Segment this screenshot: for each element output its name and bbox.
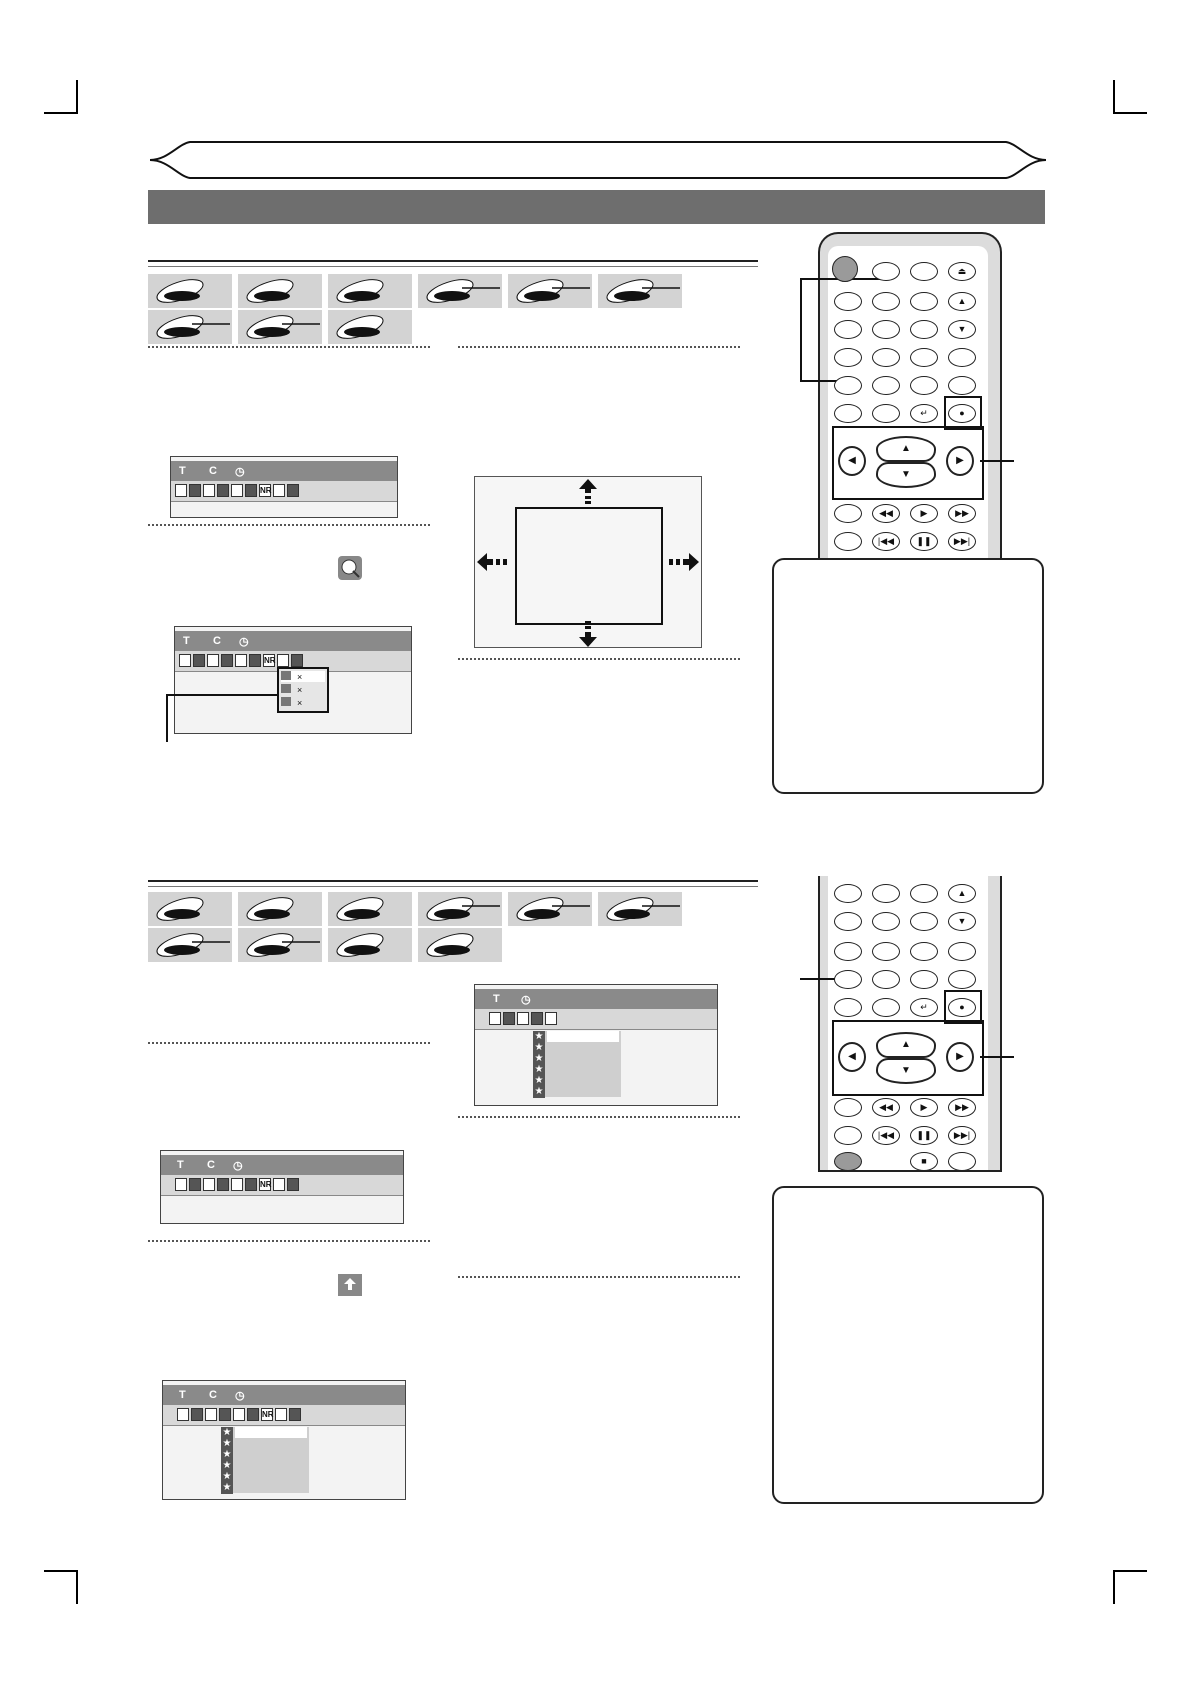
right-arrow-icon: ▶ <box>956 455 964 466</box>
left-arrow-icon: ◀ <box>848 1051 856 1062</box>
marker-star-icon[interactable]: ★ <box>222 1471 232 1482</box>
noise-reduction-icon: NR <box>260 486 272 495</box>
osd-status-bar <box>163 1385 405 1405</box>
clock-icon: ◷ <box>521 994 531 1006</box>
play-button[interactable] <box>910 504 938 523</box>
noise-reduction-icon: NR <box>260 1180 272 1189</box>
zoom-icon <box>175 484 187 497</box>
zoom-icon <box>179 654 191 667</box>
marker-star-icon[interactable]: ★ <box>222 1438 232 1449</box>
callout-line <box>800 278 802 382</box>
step-divider <box>458 1116 740 1118</box>
skip-back-icon: |◀◀ <box>877 1130 895 1140</box>
marker-star-icon[interactable]: ★ <box>222 1482 232 1493</box>
osd-chapter-label: C <box>213 635 221 647</box>
remote-button[interactable] <box>872 884 900 903</box>
marker-list-selected[interactable] <box>235 1427 307 1438</box>
crop-mark-top-left-v <box>76 80 78 114</box>
crop-mark-bottom-left-v <box>76 1570 78 1604</box>
subtitle-icon <box>207 654 219 667</box>
arrow-down-icon <box>579 621 597 647</box>
osd-icon-row <box>161 1175 403 1196</box>
section-header-bar <box>148 190 1045 224</box>
remote-button[interactable] <box>910 292 938 311</box>
marker-star-icon[interactable]: ★ <box>222 1460 232 1471</box>
zoom-pan-diagram <box>474 476 702 648</box>
virtual-surround-icon <box>287 484 299 497</box>
marker-osd-screen-list <box>162 1380 406 1500</box>
marker-star-icon[interactable]: ★ <box>534 1031 544 1042</box>
remote-button[interactable] <box>834 348 862 367</box>
rewind-icon: ◀◀ <box>879 1102 893 1112</box>
channel-down-button[interactable] <box>948 320 976 339</box>
osd-status-bar <box>171 461 397 481</box>
remote-button[interactable] <box>834 942 862 961</box>
down-arrow-icon: ▼ <box>901 469 911 480</box>
highlight-box <box>944 990 982 1024</box>
osd-status-bar <box>161 1155 403 1175</box>
marker-icon <box>247 1408 259 1421</box>
section1-rule-thin <box>148 266 758 267</box>
osd-icon-row <box>171 481 397 502</box>
fast-forward-icon: ▶▶ <box>955 508 969 518</box>
zoom-option-icon <box>281 697 291 706</box>
osd-chapter-label: C <box>209 465 217 477</box>
remote-button[interactable] <box>834 1098 862 1117</box>
up-button[interactable] <box>876 1032 936 1058</box>
osd-chapter-label: C <box>209 1389 217 1401</box>
step-divider <box>148 1042 430 1044</box>
marker-list-selected[interactable] <box>547 1031 619 1042</box>
down-icon: ▼ <box>957 916 967 926</box>
audio-icon <box>189 1178 201 1191</box>
zoom-icon <box>177 1408 189 1421</box>
zoom-active-icon <box>277 654 289 667</box>
rewind-button[interactable] <box>872 1098 900 1117</box>
remote-button[interactable] <box>872 998 900 1017</box>
crop-mark-bottom-left-h <box>44 1570 78 1572</box>
marker-star-icon[interactable]: ★ <box>534 1075 544 1086</box>
highlight-box <box>944 396 982 430</box>
repeat-icon <box>233 1408 245 1421</box>
disc-tab <box>418 274 502 308</box>
zoom-option-icon <box>281 684 291 693</box>
remote-button[interactable] <box>834 320 862 339</box>
zoom-icon <box>175 1178 187 1191</box>
marker-star-icon[interactable]: ★ <box>534 1064 544 1075</box>
clock-icon: ◷ <box>235 1390 245 1402</box>
remote-button[interactable] <box>872 970 900 989</box>
virtual-surround-icon <box>545 1012 557 1025</box>
subtitle-icon <box>203 484 215 497</box>
remote-button[interactable] <box>910 884 938 903</box>
marker-list <box>533 1031 621 1097</box>
skip-forward-button[interactable] <box>948 1126 976 1145</box>
step-divider <box>148 1240 430 1242</box>
down-icon: ▼ <box>957 324 967 334</box>
remote-button[interactable] <box>834 884 862 903</box>
step-divider <box>458 658 740 660</box>
marker-icon <box>245 1178 257 1191</box>
remote-button[interactable] <box>948 348 976 367</box>
return-icon: ↵ <box>920 408 928 418</box>
marker-star-icon[interactable]: ★ <box>222 1427 232 1438</box>
skip-forward-icon: ▶▶| <box>953 1130 971 1140</box>
zoom-icon <box>489 1012 501 1025</box>
repeat-icon <box>235 654 247 667</box>
right-button[interactable] <box>946 1042 974 1072</box>
rewind-button[interactable] <box>872 504 900 523</box>
down-arrow-icon: ▼ <box>901 1065 911 1076</box>
zoom-active-icon <box>275 1408 287 1421</box>
remote-button[interactable] <box>948 970 976 989</box>
remote-button[interactable] <box>948 376 976 395</box>
rewind-icon: ◀◀ <box>879 508 893 518</box>
up-icon: ▲ <box>957 296 967 306</box>
up-arrow-icon: ▲ <box>901 443 911 454</box>
remote-button[interactable] <box>872 348 900 367</box>
section2-rule <box>148 880 758 882</box>
disc-tab <box>148 274 232 308</box>
marker-star-icon[interactable]: ★ <box>534 1053 544 1064</box>
remote-button[interactable] <box>910 912 938 931</box>
skip-forward-button[interactable] <box>948 532 976 551</box>
remote-button[interactable] <box>834 532 862 551</box>
down-button[interactable] <box>876 462 936 488</box>
left-button[interactable] <box>838 446 866 476</box>
fast-forward-button[interactable] <box>948 504 976 523</box>
remote-button[interactable] <box>910 320 938 339</box>
noise-reduction-icon: NR <box>262 1410 274 1419</box>
subtitle-icon <box>203 1178 215 1191</box>
step-divider <box>458 1276 740 1278</box>
osd-status-bar <box>475 989 717 1009</box>
zoom-option-icon <box>281 671 291 680</box>
remote-button[interactable] <box>910 376 938 395</box>
remote-button[interactable] <box>872 912 900 931</box>
osd-icon-row <box>475 1009 717 1030</box>
channel-up-button[interactable] <box>948 292 976 311</box>
repeat-icon <box>517 1012 529 1025</box>
osd-status-bar <box>175 631 411 651</box>
channel-up-button[interactable] <box>948 884 976 903</box>
up-arrow-icon: ▲ <box>901 1039 911 1050</box>
marker-star-icon[interactable]: ★ <box>534 1086 544 1097</box>
osd-title-label: T <box>179 1389 186 1401</box>
audio-icon <box>191 1408 203 1421</box>
note-panel <box>772 1186 1044 1504</box>
disc-tab <box>148 892 232 926</box>
zoom-multiplier: × <box>297 672 303 682</box>
disc-tab <box>328 310 412 344</box>
crop-mark-bottom-right-h <box>1113 1570 1147 1572</box>
remote-button[interactable] <box>834 1126 862 1145</box>
remote-button[interactable] <box>834 912 862 931</box>
zoom-submenu <box>277 667 329 713</box>
zoom-osd-screen <box>170 456 398 518</box>
pause-icon: ❚❚ <box>916 1130 932 1140</box>
up-button[interactable] <box>876 436 936 462</box>
marker-icon <box>245 484 257 497</box>
marker-star-icon[interactable]: ★ <box>222 1449 232 1460</box>
osd-title-label: T <box>179 465 186 477</box>
virtual-surround-icon <box>287 1178 299 1191</box>
zoom-option[interactable] <box>281 671 325 682</box>
fast-forward-button[interactable] <box>948 1098 976 1117</box>
crop-mark-bottom-right-v <box>1113 1570 1115 1604</box>
eject-icon: ⏏ <box>957 266 967 276</box>
zoom-multiplier: × <box>297 685 303 695</box>
zoom-option[interactable] <box>281 697 325 708</box>
disc-tab <box>238 928 322 962</box>
note-panel <box>772 558 1044 794</box>
remote-button[interactable] <box>872 320 900 339</box>
dot-icon: ● <box>959 1002 965 1012</box>
virtual-surround-icon <box>291 654 303 667</box>
return-button[interactable] <box>910 998 938 1017</box>
remote-button[interactable] <box>910 262 938 281</box>
pause-button[interactable] <box>910 1126 938 1145</box>
disc-tab <box>328 892 412 926</box>
remote-button[interactable] <box>872 292 900 311</box>
marker-osd-screen-dvd <box>474 984 718 1106</box>
disc-tab <box>508 274 592 308</box>
marker-star-icon[interactable]: ★ <box>534 1042 544 1053</box>
arrow-left-icon <box>477 553 511 571</box>
disc-tab <box>148 928 232 962</box>
zoom-active-icon <box>273 1178 285 1191</box>
clock-icon: ◷ <box>233 1160 243 1172</box>
remote-button[interactable] <box>910 970 938 989</box>
play-button[interactable] <box>910 1098 938 1117</box>
zoom-active-icon <box>273 484 285 497</box>
zoom-osd-screen-menu <box>174 626 412 734</box>
section1-rule <box>148 260 758 262</box>
zoom-multiplier: × <box>297 698 303 708</box>
step-divider <box>458 346 740 348</box>
return-icon: ↵ <box>920 1002 928 1012</box>
virtual-surround-icon <box>289 1408 301 1421</box>
audio-icon <box>193 654 205 667</box>
play-icon: ▶ <box>920 508 928 518</box>
fast-forward-icon: ▶▶ <box>955 1102 969 1112</box>
callout-line <box>166 694 168 742</box>
crop-mark-top-right-h <box>1113 112 1147 114</box>
clock-icon: ◷ <box>239 636 249 648</box>
remote-button[interactable] <box>910 942 938 961</box>
crop-mark-top-left-h <box>44 112 78 114</box>
disc-tab <box>598 274 682 308</box>
disc-tab <box>418 928 502 962</box>
marker-icon <box>338 1274 362 1296</box>
skip-forward-icon: ▶▶| <box>953 536 971 546</box>
power-button[interactable] <box>832 256 858 282</box>
remote-button[interactable] <box>872 404 900 423</box>
crop-mark-top-right-v <box>1113 80 1115 114</box>
angle-icon <box>217 484 229 497</box>
repeat-icon <box>231 484 243 497</box>
callout-line <box>166 694 278 696</box>
section2-rule-thin <box>148 886 758 887</box>
left-arrow-icon: ◀ <box>848 455 856 466</box>
angle-icon <box>221 654 233 667</box>
dot-icon: ● <box>959 408 965 418</box>
remote-button[interactable] <box>834 404 862 423</box>
disc-tab <box>508 892 592 926</box>
channel-down-button[interactable] <box>948 912 976 931</box>
return-button[interactable] <box>910 404 938 423</box>
skip-back-button[interactable] <box>872 532 900 551</box>
arrow-right-icon <box>665 553 699 571</box>
arrow-up-icon <box>579 479 597 505</box>
repeat-icon <box>231 1178 243 1191</box>
skip-back-icon: |◀◀ <box>877 536 895 546</box>
disc-tab <box>328 928 412 962</box>
disc-tab <box>598 892 682 926</box>
marker-list <box>221 1427 309 1493</box>
disc-tab <box>148 310 232 344</box>
step-divider <box>148 524 430 526</box>
clock-icon: ◷ <box>235 466 245 478</box>
stop-button[interactable] <box>910 1152 938 1171</box>
disc-tab <box>328 274 412 308</box>
zoom-icon <box>338 556 362 580</box>
disc-tab <box>238 274 322 308</box>
stop-icon: ■ <box>921 1156 927 1166</box>
callout-line <box>980 460 1014 462</box>
remote-button[interactable] <box>834 970 862 989</box>
osd-title-label: T <box>177 1159 184 1171</box>
remote-button[interactable] <box>910 348 938 367</box>
play-icon: ▶ <box>920 1102 928 1112</box>
remote-button[interactable] <box>948 942 976 961</box>
skip-back-button[interactable] <box>872 1126 900 1145</box>
zoom-frame <box>515 507 663 625</box>
marker-icon <box>531 1012 543 1025</box>
right-arrow-icon: ▶ <box>956 1051 964 1062</box>
osd-title-label: T <box>493 993 500 1005</box>
disc-tab <box>238 310 322 344</box>
subtitle-icon <box>205 1408 217 1421</box>
remote-button[interactable] <box>834 292 862 311</box>
down-button[interactable] <box>876 1058 936 1084</box>
angle-icon <box>217 1178 229 1191</box>
up-icon: ▲ <box>957 888 967 898</box>
remote-button[interactable] <box>834 998 862 1017</box>
remote-button[interactable] <box>834 504 862 523</box>
eject-button[interactable] <box>948 262 976 281</box>
remote-button[interactable] <box>872 376 900 395</box>
left-button[interactable] <box>838 1042 866 1072</box>
pause-button[interactable] <box>910 532 938 551</box>
remote-button[interactable] <box>872 262 900 281</box>
marker-icon <box>249 654 261 667</box>
record-button[interactable] <box>834 1152 862 1171</box>
noise-reduction-icon: NR <box>264 656 276 665</box>
callout-line <box>980 1056 1014 1058</box>
step-divider <box>148 346 430 348</box>
disc-tab <box>418 892 502 926</box>
pause-icon: ❚❚ <box>916 536 932 546</box>
chapter-banner <box>148 138 1048 182</box>
remote-button[interactable] <box>834 376 862 395</box>
osd-chapter-label: C <box>207 1159 215 1171</box>
angle-icon <box>219 1408 231 1421</box>
audio-icon <box>189 484 201 497</box>
audio-icon <box>503 1012 515 1025</box>
remote-button[interactable] <box>948 1152 976 1171</box>
marker-osd-screen <box>160 1150 404 1224</box>
osd-title-label: T <box>183 635 190 647</box>
zoom-option[interactable] <box>281 684 325 695</box>
osd-icon-row <box>163 1405 405 1426</box>
right-button[interactable] <box>946 446 974 476</box>
remote-button[interactable] <box>872 942 900 961</box>
disc-tab <box>238 892 322 926</box>
